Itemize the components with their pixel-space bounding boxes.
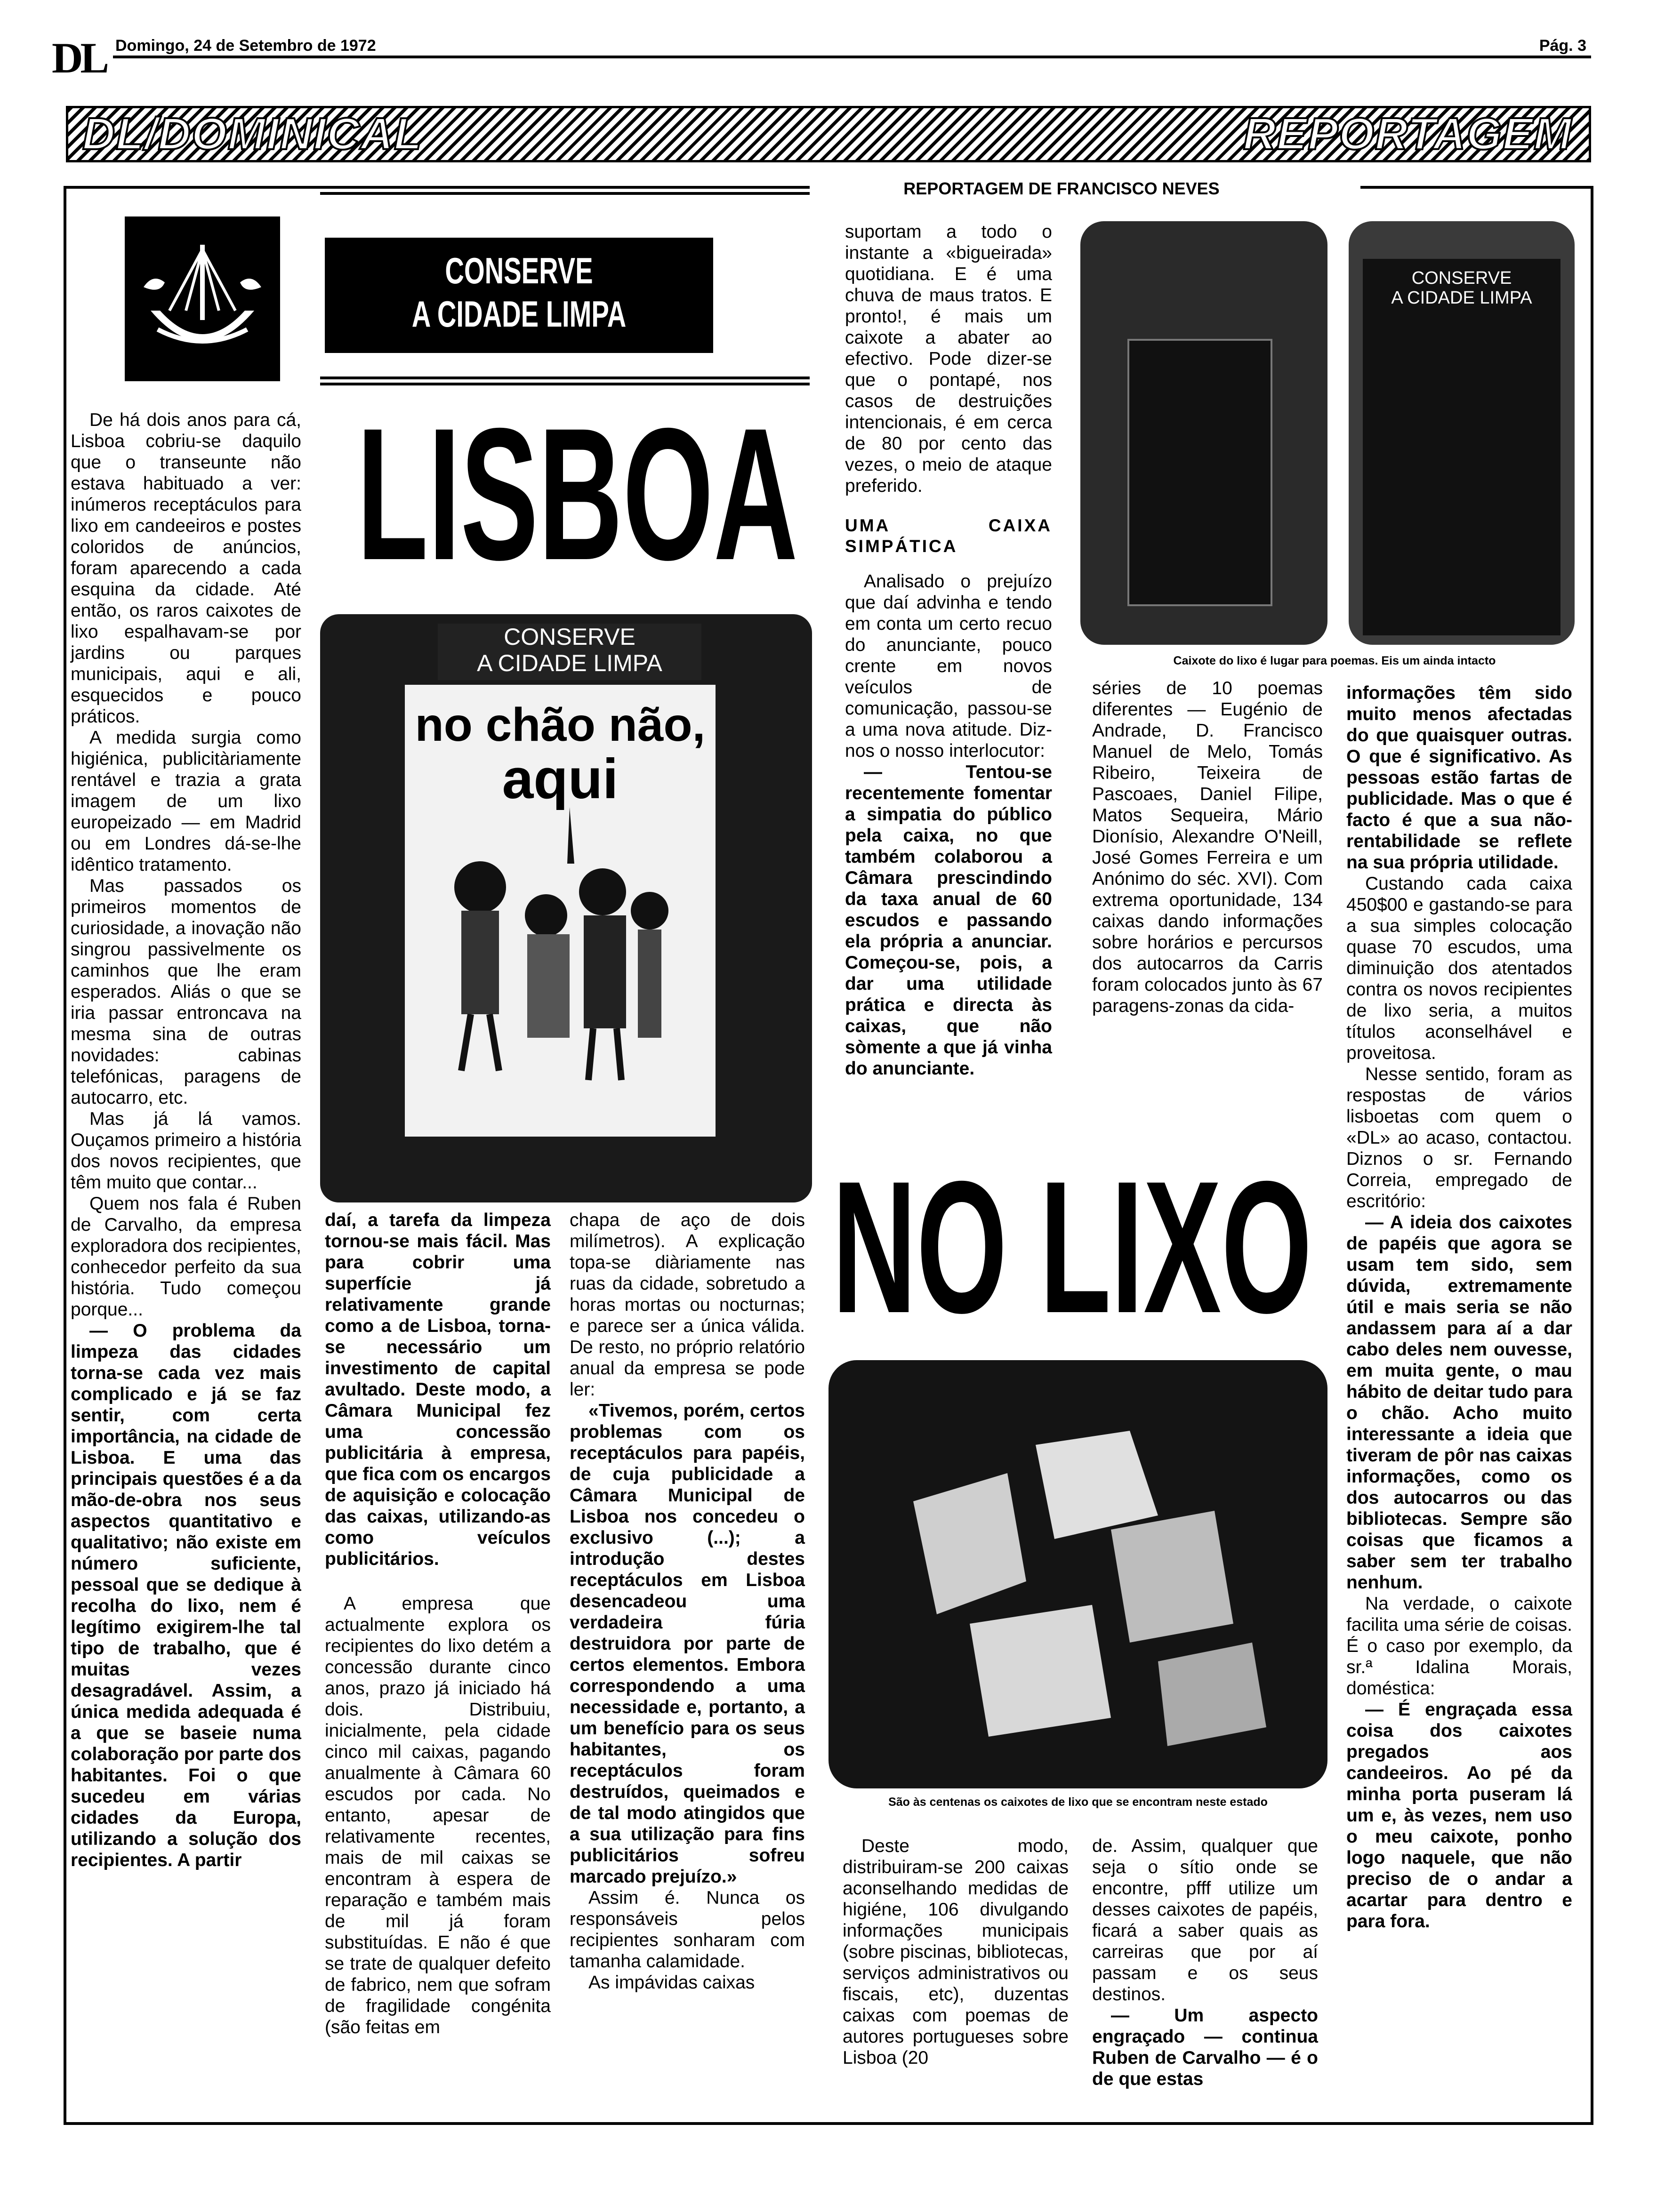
- bin-intact-body: [1363, 259, 1560, 635]
- subheading: UMA CAIXA SIMPÁTICA: [845, 516, 1052, 556]
- paragraph: «Tivemos, porém, certos problemas com os receptáculos para papéis, de cuja publicidade a Câmara Municipal de Lisboa nos concedeu o exclusivo (...); a introdução destes receptáculos em Lisboa desencadeou uma verdadeira fúria destruidora por parte de certos elementos. Embora correspondendo a uma necessidade e, portanto, a um benefício para os seus habitantes, os receptáculos foram destruídos, queimados e de tal modo atingidos que a sua utilização para fins publicitários sofreu marcado prejuízo.»: [570, 1401, 805, 1887]
- photo-caption-top: Caixote do lixo é lugar para poemas. Eis um ainda intacto: [1173, 654, 1496, 667]
- paragraph: séries de 10 poemas diferentes — Eugénio de Andrade, D. Francisco Manuel de Melo, Tomás Ribeiro, Teixeira de Pascoaes, Daniel Filipe, Matos Sequeira, Mário Dionísio, Alexandre O'Neill, José Gomes Ferreira e um Anónimo do séc. XVI). Com extrema oportunidade, 134 caixas dando informações sobre horários e percursos dos autocarros da Carris foram colocados junto às 67 paragens-zonas da cida-: [1092, 678, 1323, 1016]
- article-column-7: [843, 1835, 1069, 2068]
- paragraph: Mas já lá vamos. Ouçamos primeiro a história dos novos recipientes, que têm muito que contar...: [71, 1109, 301, 1193]
- paragraph: A empresa que actualmente explora os recipientes do lixo detém a concessão durante cinco anos, prazo já iniciado há dois. Distribuiu, inicialmente, pela cidade cinco mil caixas, pagando anualmente à Câmara 60 escudos por cada. No entanto, apesar de relativamente recentes, mais de mil caixas se encontram à espera de reparação e também mais de mil já foram substituídas. E não é que se trate de qualquer defeito de fabrico, nem que sofram de fragilidade congénita (são feitas em: [325, 1594, 551, 2037]
- rule: [320, 383, 810, 385]
- bin-text-2: aqui: [502, 747, 619, 810]
- photo-destroyed-bins: [828, 1360, 1327, 1788]
- paragraph: As impávidas caixas: [588, 1972, 755, 1993]
- section-title: DL/DOMINICAL: [82, 109, 423, 159]
- paragraph: Custando cada caixa 450$00 e gastando-se para a sua simples colocação quase 70 escudos, uma diminuição dos atentados contra os novos recipientes de lixo seria, a muitos títulos aconselhável e proveitosa.: [1346, 874, 1572, 1063]
- bin-intact-label-1: CONSERVE: [1411, 268, 1512, 288]
- paragraph: Na verdade, o caixote facilita uma série de coisas. É o caso por exemplo, da sr.ª Idalina Morais, doméstica:: [1346, 1594, 1572, 1699]
- paragraph: De há dois anos para cá, Lisboa cobriu-se daquilo que o transeunte não estava habituado a ver: inúmeros receptáculos para lixo em candeeiros e postes coloridos de anúncios, foram aparecendo a cada esquina da cidade. Até então, os raros caixotes de lixo espalhavam-se por jardins ou parques municipais, aqui e ali, esquecidos e pouco práticos.: [71, 410, 301, 727]
- bin-sign: [438, 624, 701, 680]
- slogan-box: [325, 238, 713, 353]
- bin-text-1: no chão não,: [415, 698, 706, 751]
- paragraph: — É engraçada essa coisa dos caixotes pregados aos candeeiros. Ao pé da minha porta puseram lá um e, às vezes, nem uso o meu caixote, ponho logo naquele, que não preciso de o andar a acartar para dentro e para fora.: [1346, 1699, 1572, 1931]
- damaged-bins-icon: [828, 1360, 1327, 1788]
- header-rule: [113, 56, 1591, 58]
- article-column-1: [71, 409, 301, 1871]
- headline-nolixo-wrap: [819, 1148, 1325, 1355]
- bin-body: [405, 685, 716, 1137]
- lisbon-emblem: [125, 216, 280, 381]
- photo-bin-intact: [1349, 221, 1575, 645]
- article-column-4: [845, 221, 1052, 1079]
- paragraph: Deste modo, distribuiram-se 200 caixas aconselhando medidas de higiéne, 106 divulgando informações municipais (sobre piscinas, bibliotecas, serviços administrativos ou fiscais, etc), duzentas caixas com poemas de autores portugueses sobre Lisboa (20: [843, 1836, 1069, 2068]
- rule: [320, 186, 810, 189]
- section-type: REPORTAGEM: [1243, 109, 1572, 159]
- cartoon-figures-icon: [405, 807, 716, 1137]
- issue-date: Domingo, 24 de Setembro de 1972: [115, 37, 376, 55]
- bin-intact-label-2: A CIDADE LIMPA: [1391, 288, 1532, 308]
- paragraph: — Um aspecto engraçado — continua Ruben de Carvalho — é o de que estas: [1092, 2005, 1318, 2089]
- paragraph: Nesse sentido, foram as respostas de vários lisboetas com quem o «DL» ao acaso, contactou. Diznos o sr. Fernando Correia, empregado de escritório:: [1346, 1064, 1572, 1211]
- paragraph: Quem nos fala é Ruben de Carvalho, da empresa exploradora dos recipientes, conhecedor perfeito da sua história. Tudo começou porque...: [71, 1194, 301, 1320]
- article-column-2: [325, 1210, 551, 2038]
- paragraph: daí, a tarefa da limpeza tornou-se mais fácil. Mas para cobrir uma superfície já relativamente grande como a de Lisboa, torna-se necessário um investimento de capital avultado. Deste modo, a Câmara Municipal fez uma concessão publicitária à empresa, que fica com os encargos de aquisição e colocação das caixas, utilizando-as como veículos publicitários.: [325, 1210, 551, 1569]
- headline-nolixo: NO LIXO: [832, 1148, 1312, 1352]
- article-column-5: [1092, 678, 1323, 1017]
- newspaper-logo: DL: [52, 34, 106, 82]
- paragraph: — O problema da limpeza das cidades torna-se cada vez mais complicado e já se faz sentir, com certa importância, na cidade de Lisboa. E uma das principais questões é a da mão-de-obra nos seus aspectos quantitativo e qualitativo; não existe em número suficiente, pessoal que se dedique à recolha do lixo, nem é legítimo exigirem-lhe tal tipo de trabalho, que é muitas vezes desagradável. Assim, a única medida adequada é a que se baseie numa colaboração por parte dos habitantes. Foi o que sucedeu em várias cidades da Europa, utilizando a solução dos recipientes. A partir: [71, 1321, 301, 1870]
- ship-emblem-icon: [125, 216, 280, 381]
- paragraph: A medida surgia como higiénica, publicitàriamente rentável e trazia a grata imagem de um lixo europeizado — em Madrid ou em Londres dá-se-lhe idêntico tratamento.: [71, 728, 301, 875]
- slogan-line-2: A CIDADE LIMPA: [411, 293, 627, 335]
- headline-lisboa: LISBOA: [356, 395, 798, 598]
- paragraph: suportam a todo o instante a «bigueirada» quotidiana. E é uma chuva de maus tratos. E pronto!, é mais um caixote a abater ao efectivo. Pode dizer-se que o pontapé, nos casos de destruições intencionais, é em cerca de 80 por cento das vezes, o meio de ataque preferido.: [845, 222, 1052, 496]
- paragraph: — A ideia dos caixotes de papéis que agora se usam tem sido, sem dúvida, extremamente útil e mais seria se não andassem para aí a dar cabo deles nem ouvesse, em muita gente, o mau hábito de deitar tudo para o chão. Acho muito interessante a ideia que tiveram de pôr nas caixas informações, como os dos autocarros ou das bibliotecas. Sempre são coisas que ficamos a saber sem ter trabalho nenhum.: [1346, 1212, 1572, 1593]
- paragraph: chapa de aço de dois milímetros). A explicação topa-se diàriamente nas ruas da cidade, sobretudo a horas mortas ou nocturnas; e parece ser a única válida. De resto, no próprio relatório anual da empresa se pode ler:: [570, 1210, 805, 1400]
- photo-street-bin: [320, 614, 812, 1202]
- slogan-line-1: CONSERVE: [445, 250, 593, 291]
- paragraph: Assim é. Nunca os responsáveis pelos recipientes sonharam com tamanha calamidade.: [570, 1888, 805, 1972]
- paragraph: Mas passados os primeiros momentos de curiosidade, a inovação não singrou passivelmente os caminhos que lhe eram esperados. Aliás o que se iria passar entroncava na mesma sina de outras novidades: cabinas telefónicas, paragens de autocarro, etc.: [71, 876, 301, 1108]
- photo-bin-poems: [1080, 221, 1327, 645]
- bin-sign-line-2: A CIDADE LIMPA: [477, 650, 662, 676]
- headline-lisboa-wrap: [325, 395, 800, 598]
- byline: REPORTAGEM DE FRANCISCO NEVES: [763, 179, 1360, 199]
- article-column-8: [1092, 1835, 1318, 2090]
- paragraph: informações têm sido muito menos afectadas do que quaisquer outras. O que é significativo. As pessoas estão fartas de publicidade. Mas o que é facto é que a sua não-rentabilidade se reflete na sua própria utilidade.: [1346, 683, 1572, 873]
- article-column-3: [570, 1210, 805, 1993]
- paragraph: Analisado o prejuízo que daí advinha e tendo em conta um certo recuo do anunciante, pouco crente em novos veículos de comunicação, passou-se a uma nova atitude. Diz-nos o nosso interlocutor:: [845, 571, 1052, 761]
- bin-shape: [1127, 339, 1272, 606]
- bin-sign-line-1: CONSERVE: [504, 624, 635, 650]
- rule: [320, 192, 810, 195]
- paragraph: — Tentou-se recentemente fomentar a simpatia do público pela caixa, no que também colaborou a Câmara prescindindo da taxa anual de 60 escudos e passando ela própria a anunciar. Começou-se, pois, a dar uma utilidade prática e directa às caixas, que não sòmente a que já vinha do anunciante.: [845, 762, 1052, 1079]
- rule: [320, 377, 810, 379]
- article-column-6: [1346, 682, 1572, 1932]
- paragraph: de. Assim, qualquer que seja o sítio onde se encontre, pfff utilize um desses caixotes de papéis, ficará a saber quais as carreiras que por aí passam e os seus destinos.: [1092, 1836, 1318, 2004]
- photo-caption-bottom: São às centenas os caixotes de lixo que se encontram neste estado: [888, 1795, 1268, 1809]
- page-number: Pág. 3: [1539, 37, 1586, 55]
